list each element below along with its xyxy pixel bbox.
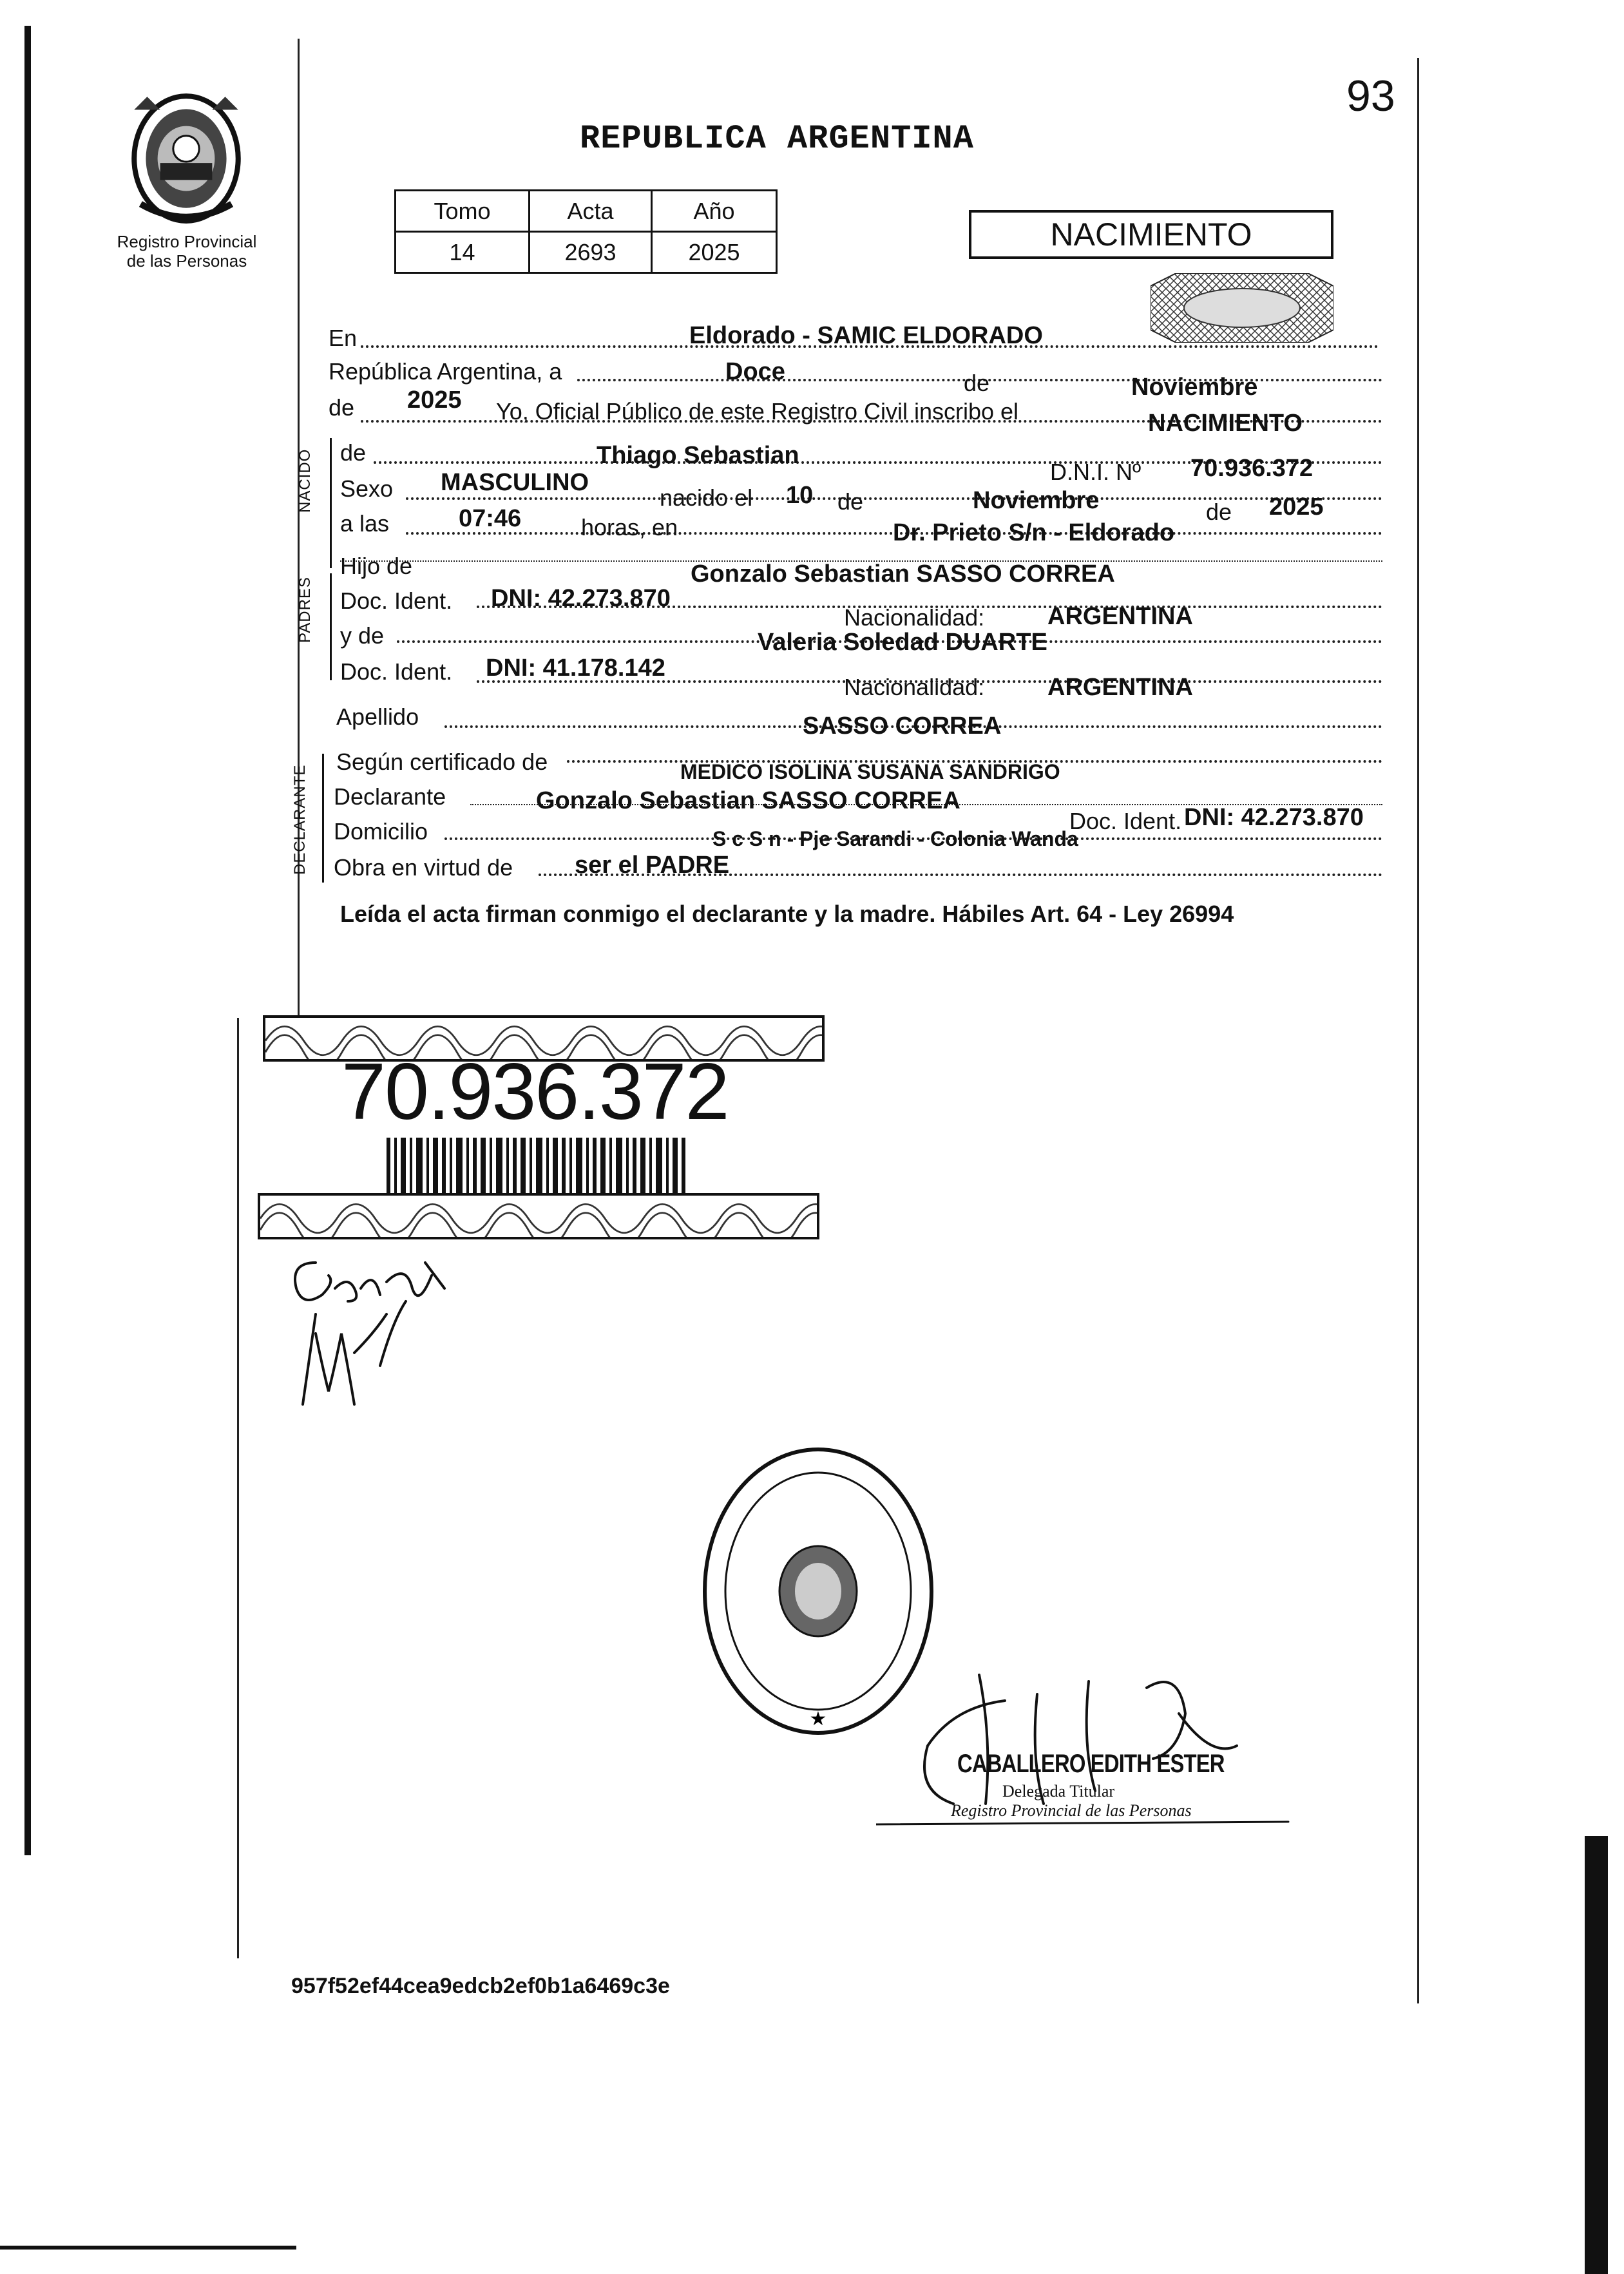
value-padre-doc: DNI: 42.273.870: [491, 585, 671, 612]
value-mes: Noviembre: [1131, 374, 1258, 401]
value-anio: 2025: [407, 387, 462, 414]
value-obra: ser el PADRE: [575, 852, 730, 879]
country-title: REPUBLICA ARGENTINA: [580, 120, 974, 158]
label-de-anio-nac: de: [1206, 499, 1232, 525]
value-padre: Gonzalo Sebastian SASSO CORREA: [691, 560, 1115, 588]
value-declarante-doc: DNI: 42.273.870: [1184, 804, 1364, 831]
value-domicilio-nac: Dr. Prieto S/n - Eldorado: [893, 519, 1175, 546]
value-certificado: MEDICO ISOLINA SUSANA SANDRIGO: [680, 760, 1060, 783]
tomo-acta-anio-table: [394, 189, 778, 274]
value-mes-nac: Noviembre: [973, 487, 1100, 514]
label-horas-en: horas, en: [581, 514, 678, 540]
label-dni: D.N.I. Nº: [1050, 459, 1142, 485]
security-band-bottom: [258, 1193, 819, 1239]
scan-edge-bottom: [0, 2246, 296, 2250]
value-dia-nac: 10: [786, 482, 814, 509]
margin-line-left-lower: [237, 1018, 239, 1958]
value-lugar: Eldorado - SAMIC ELDORADO: [689, 322, 1043, 349]
value-anio: 2025: [652, 232, 777, 273]
registry-line-2: de las Personas: [126, 251, 247, 271]
value-tomo: 14: [396, 232, 530, 273]
section-rule-nacido: [330, 438, 332, 568]
label-oficial: Yo, Oficial Público de este Registro Civil inscribo el: [496, 398, 1019, 425]
section-label-nacido: NACIDO: [296, 448, 314, 513]
dotted-line: [406, 497, 1382, 500]
label-sexo: Sexo: [340, 475, 394, 502]
page-number: 93: [1346, 72, 1395, 120]
value-acta: 2693: [530, 232, 652, 273]
value-nombre: Thiago Sebastian: [597, 442, 799, 469]
stamp-org: Registro Provincial de las Personas: [951, 1801, 1192, 1820]
label-doc-ident-padre: Doc. Ident.: [340, 588, 453, 614]
value-anio-nac: 2025: [1269, 493, 1324, 521]
label-de-nombre: de: [340, 439, 367, 466]
label-republica: República Argentina, a: [329, 358, 562, 385]
scan-edge-right: [1585, 1836, 1608, 2274]
section-label-declarante: DECLARANTE: [291, 764, 309, 875]
table-value-row: [396, 232, 777, 273]
header-acta: Acta: [530, 191, 652, 232]
value-madre-nac: ARGENTINA: [1047, 674, 1193, 701]
label-doc-ident-declarante: Doc. Ident.: [1069, 808, 1182, 834]
label-doc-ident-madre: Doc. Ident.: [340, 658, 453, 685]
value-dia-letras: Doce: [725, 358, 785, 385]
closing-text: Leída el acta firman conmigo el declarante y la madre. Hábiles Art. 64 - Ley 26994: [340, 901, 1234, 927]
label-en: En: [329, 325, 358, 351]
svg-text:★: ★: [809, 1708, 827, 1730]
label-de-mes: de: [964, 370, 990, 396]
value-domicilio-declarante: S c S n - Pje Sarandi - Colonia Wanda: [712, 827, 1078, 850]
dni-large-number: 70.936.372: [341, 1047, 729, 1136]
label-y-de: y de: [340, 622, 385, 649]
value-hora: 07:46: [459, 505, 522, 532]
label-hijo-de: Hijo de: [340, 553, 413, 579]
label-declarante: Declarante: [334, 783, 446, 810]
label-de-mes-nac: de: [837, 488, 864, 515]
barcode: [387, 1138, 689, 1199]
declarant-signature: [277, 1237, 470, 1430]
margin-line-right: [1417, 58, 1419, 2003]
label-nacionalidad-madre: Nacionalidad:: [844, 674, 985, 700]
label-nacido-el: nacido el: [660, 484, 753, 511]
label-de-anio: de: [329, 394, 355, 421]
section-rule-declarante: [322, 754, 324, 883]
value-madre-doc: DNI: 41.178.142: [486, 654, 665, 682]
value-sexo: MASCULINO: [441, 469, 589, 496]
value-declarante: Gonzalo Sebastian SASSO CORREA: [536, 787, 960, 814]
provincia-misiones-logo: [115, 84, 258, 227]
security-emblem-icon: [1151, 273, 1333, 343]
label-a-las: a las: [340, 510, 390, 537]
section-rule-padres: [330, 573, 332, 680]
registry-label: [90, 232, 283, 271]
label-nacionalidad-padre: Nacionalidad:: [844, 604, 985, 631]
section-label-padres: PADRES: [296, 577, 314, 643]
label-apellido: Apellido: [336, 703, 419, 730]
label-obra-en-virtud: Obra en virtud de: [334, 854, 513, 881]
label-segun-certificado: Según certificado de: [336, 749, 548, 775]
value-madre: Valeria Soledad DUARTE: [758, 629, 1047, 656]
stamp-name: CABALLERO EDITH ESTER: [957, 1750, 1225, 1778]
scan-edge-left: [24, 26, 31, 1855]
label-domicilio: Domicilio: [334, 818, 428, 845]
stamp-title: Delegada Titular: [1002, 1782, 1115, 1801]
registry-line-1: Registro Provincial: [117, 232, 257, 251]
header-anio: Año: [652, 191, 777, 232]
header-tomo: Tomo: [396, 191, 530, 232]
value-padre-nac: ARGENTINA: [1047, 603, 1193, 630]
value-dni: 70.936.372: [1190, 455, 1314, 482]
document-hash: 957f52ef44cea9edcb2ef0b1a6469c3e: [291, 1974, 670, 1998]
table-header-row: [396, 191, 777, 232]
value-acto: NACIMIENTO: [1148, 410, 1303, 437]
record-type-box: NACIMIENTO: [969, 210, 1333, 259]
value-apellido: SASSO CORREA: [803, 712, 1002, 740]
